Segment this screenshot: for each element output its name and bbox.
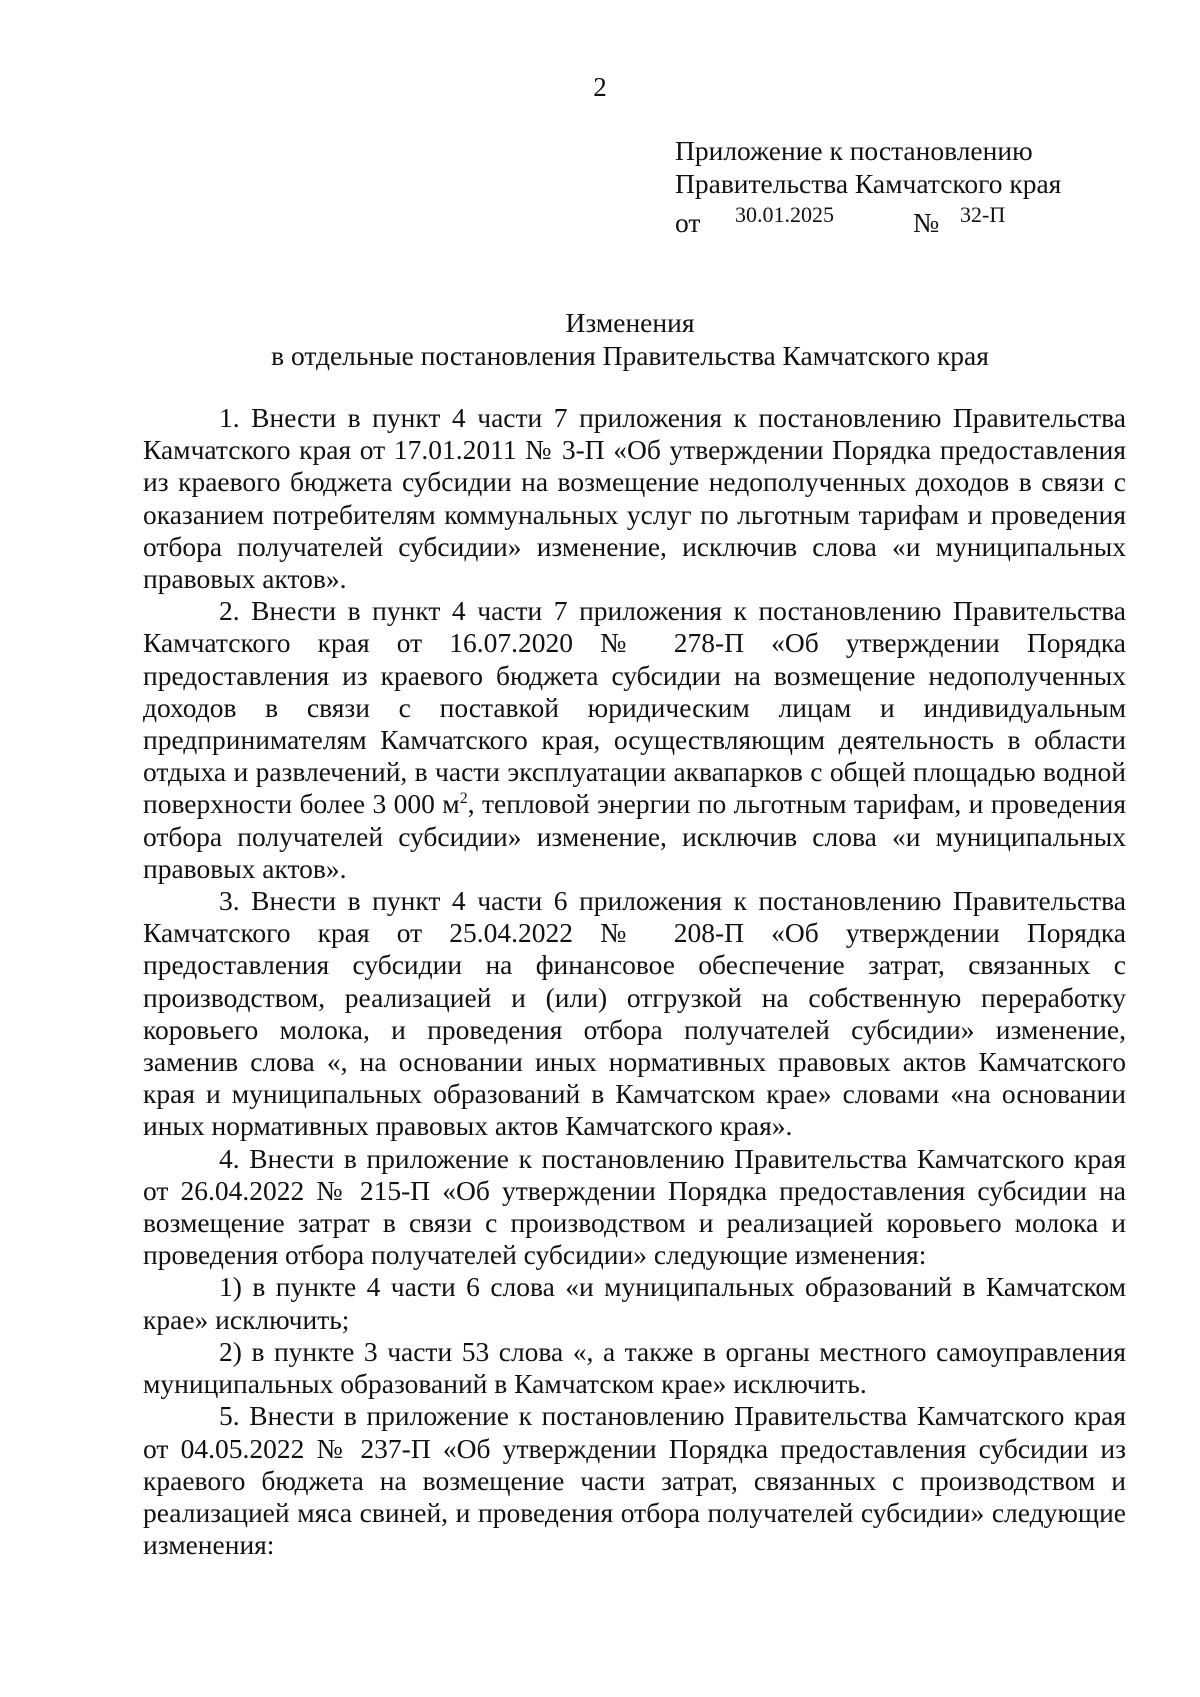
paragraph-2-text-a: 2. Внести в пункт 4 части 7 приложения к постановлению Правительства Камчатского края от 16.07.2020 № 278-П «Об утверждении Порядка предоставления из краевого бюджета субсидии на возмещение недополученных доходов в связи с поставкой юридическим лицам и индивидуальным предпринимателям Камчатского края, осуществляющим деятельность в области отдыха и развлечений, в части эксплуатации аквапарков с общей площадью водной поверхности более 3 000 м [143,595,1126,820]
paragraph-5: 5. Внести в приложение к постановлению Правительства Камчатского края от 04.05.2022 № 237-П «Об утверждении Порядка предоставления субсидии из краевого бюджета на возмещение части затрат, связанных с производством и реализацией мяса свиней, и проведения отбора получателей субсидии» следующие изменения: [143,1400,1126,1561]
appendix-header [675,134,1062,238]
title-line-1: Изменения [565,307,695,338]
paragraph-3: 3. Внести в пункт 4 части 6 приложения к постановлению Правительства Камчатского края от 25.04.2022 № 208-П «Об утверждении Порядка предоставления субсидии на финансовое обеспечение затрат, связанных с производством, реализацией и (или) отгрузкой на собственную переработку коровьего молока, и проведения отбора получателей субсидии» изменение, заменив слова «, на основании иных нормативных правовых актов Камчатского края и муниципальных образований в Камчатском крае» словами «на основании иных нормативных правовых актов Камчатского края». [143,885,1126,1142]
title-line-2: в отдельные постановления Правительства Камчатского края [271,340,989,371]
paragraph-4-item-1: 1) в пункте 4 части 6 слова «и муниципальных образований в Камчатском крае» исключить; [143,1271,1126,1335]
appendix-line-2: Правительства Камчатского края [675,168,1062,199]
resolution-number: 32-П [960,202,1006,227]
from-label: от [675,207,701,238]
appendix-date-number [675,200,1061,238]
appendix-line-1: Приложение к постановлению [675,135,1033,166]
document-title [0,306,1200,372]
paragraph-4: 4. Внести в приложение к постановлению Правительства Камчатского края от 26.04.2022 № 215-П «Об утверждении Порядка предоставления субсидии на возмещение затрат в связи с производством и реализацией коровьего молока и проведения отбора получателей субсидии» следующие изменения: [143,1142,1126,1271]
square-meter-superscript: 2 [459,790,468,808]
page-number: 2 [593,72,607,102]
paragraph-2 [143,595,1126,885]
number-label: № [913,207,940,238]
paragraph-4-item-2: 2) в пункте 3 части 53 слова «, а также в органы местного самоуправления муниципальных образований в Камчатском крае» исключить. [143,1335,1126,1400]
paragraph-1: 1. Внести в пункт 4 части 7 приложения к постановлению Правительства Камчатского края от 17.01.2011 № 3-П «Об утверждении Порядка предоставления из краевого бюджета субсидии на возмещение недополученных доходов в связи с оказанием потребителям коммунальных услуг по льготным тарифам и проведения отбора получателей субсидии» изменение, исключив слова «и муниципальных правовых актов». [143,402,1126,595]
paragraph-2-text-b: , тепловой энергии по льготным тарифам, и проведения отбора получателей субсидии» изменение, исключив слова «и муниципальных правовых актов». [143,788,1126,884]
resolution-date: 30.01.2025 [735,202,834,227]
document-body [143,402,1126,1561]
